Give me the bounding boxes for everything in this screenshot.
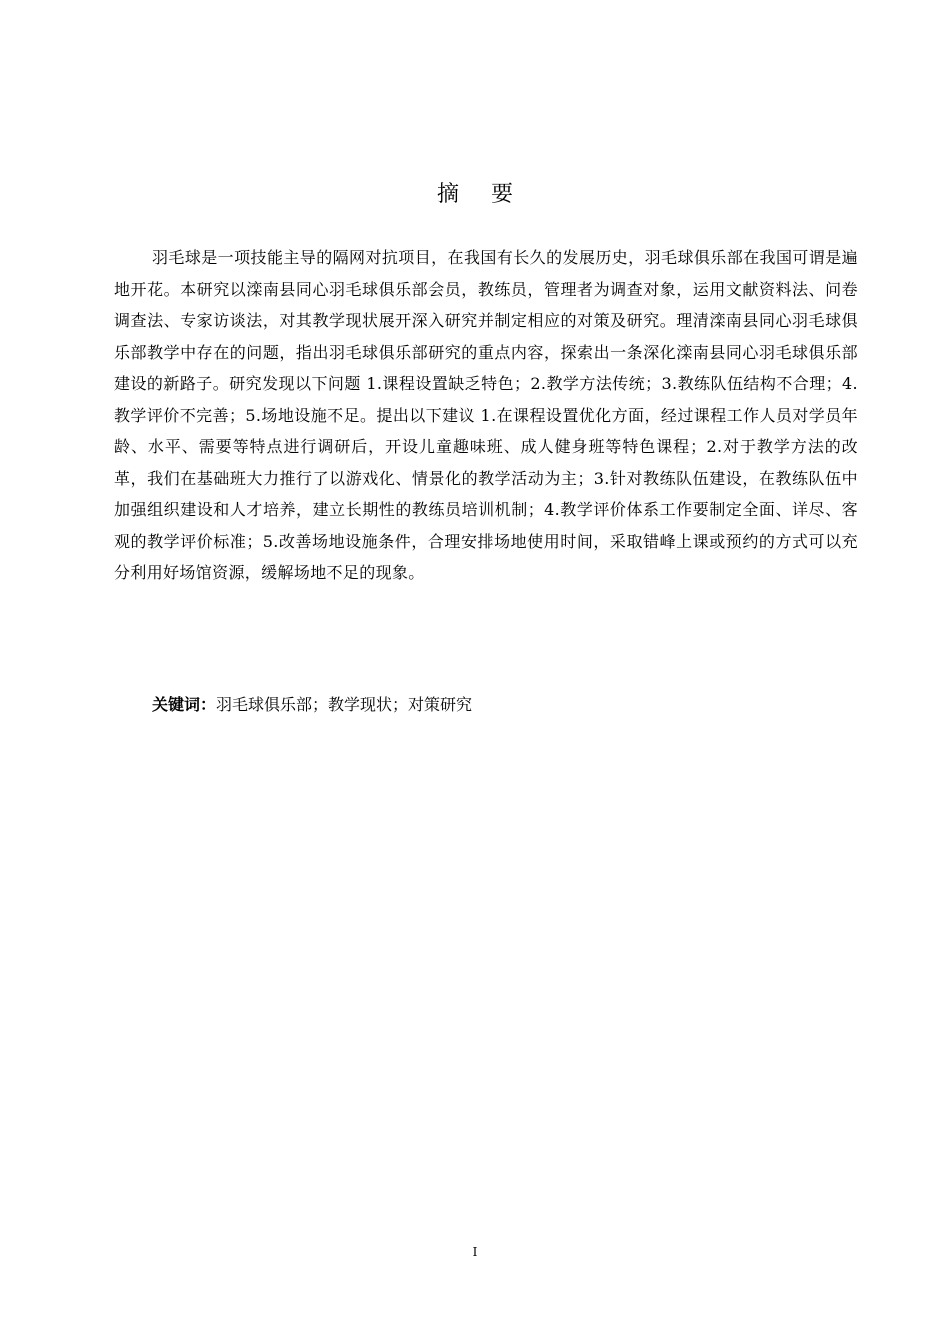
keywords-text: 羽毛球俱乐部；教学现状；对策研究 bbox=[216, 695, 473, 714]
keywords-label: 关键词： bbox=[152, 695, 217, 714]
abstract-paragraph: 羽毛球是一项技能主导的隔网对抗项目，在我国有长久的发展历史，羽毛球俱乐部在我国可谓是遍地开花。本研究以滦南县同心羽毛球俱乐部会员，教练员，管理者为调查对象，运用文献资料法、问卷调查法、专家访谈法，对其教学现状展开深入研究并制定相应的对策及研究。理清滦南县同心羽毛球俱乐部教学中存在的问题，指出羽毛球俱乐部研究的重点内容，探索出一条深化滦南县同心羽毛球俱乐部建设的新路子。研究发现以下问题 1.课程设置缺乏特色；2.教学方法传统；3.教练队伍结构不合理；4.教学评价不完善；5.场地设施不足。提出以下建议 1.在课程设置优化方面，经过课程工作人员对学员年龄、水平、需要等特点进行调研后，开设儿童趣味班、成人健身班等特色课程；2.对于教学方法的改革，我们在基础班大力推行了以游戏化、情景化的教学活动为主；3.针对教练队伍建设，在教练队伍中加强组织建设和人才培养，建立长期性的教练员培训机制；4.教学评价体系工作要制定全面、详尽、客观的教学评价标准；5.改善场地设施条件，合理安排场地使用时间，采取错峰上课或预约的方式可以充分利用好场馆资源，缓解场地不足的现象。 bbox=[114, 248, 858, 582]
page-title: 摘要 bbox=[436, 182, 545, 207]
page-number: I bbox=[472, 1245, 478, 1259]
keywords-line bbox=[152, 689, 852, 720]
